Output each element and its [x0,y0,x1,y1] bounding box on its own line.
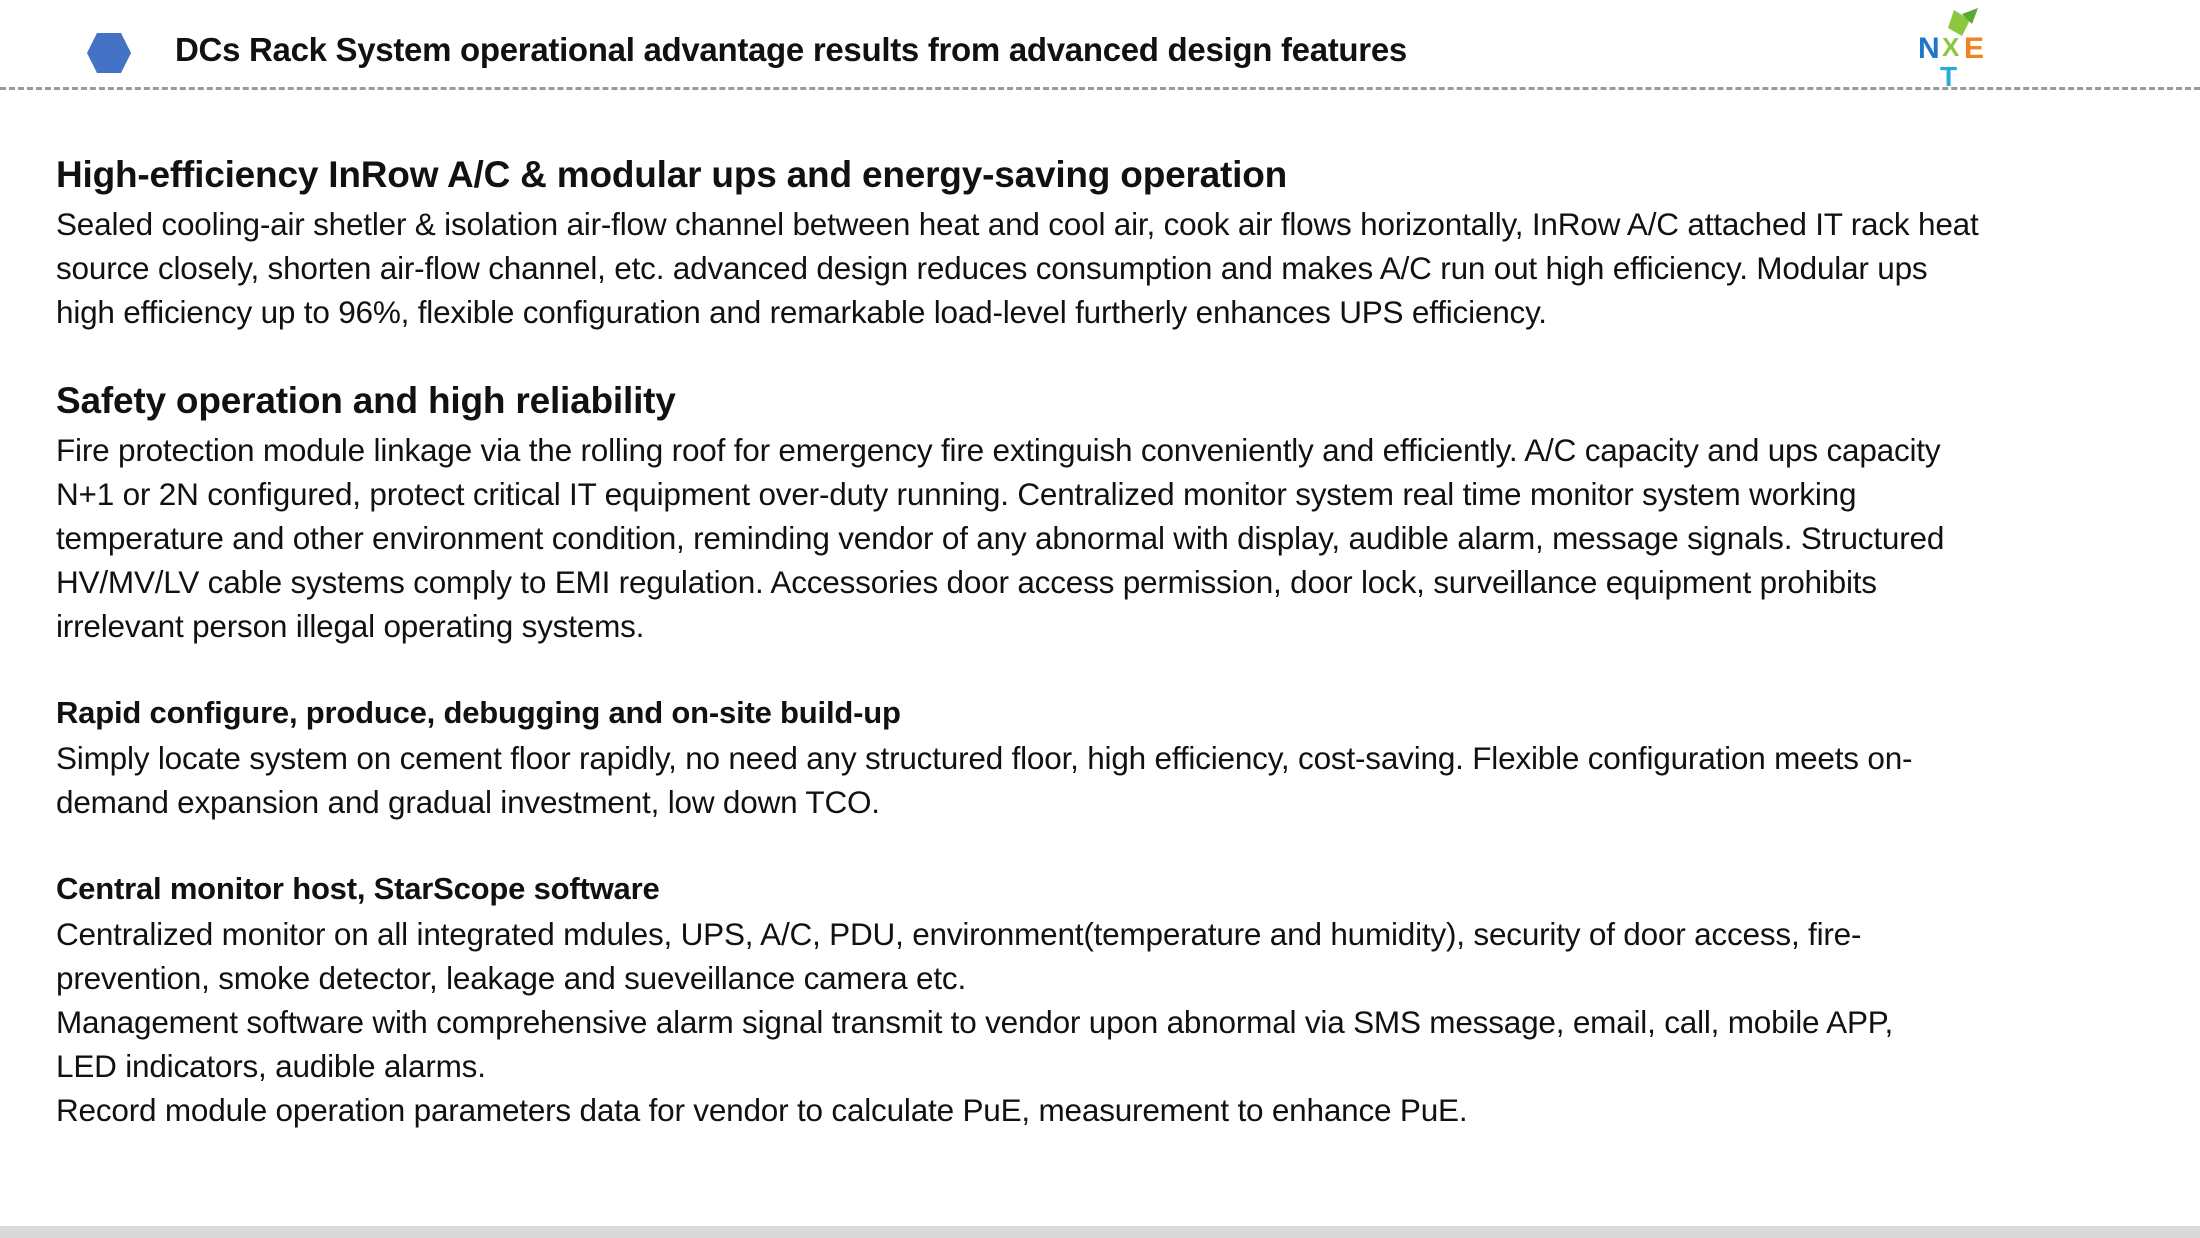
body-line: prevention, smoke detector, leakage and sueveillance camera etc. [56,960,966,996]
section-monitor [56,866,2156,1132]
slide-header [0,0,2200,92]
body-line: high efficiency up to 96%, flexible configuration and remarkable load-level furtherly enhances UPS efficiency. [56,294,1547,330]
section-heading: High-efficiency InRow A/C & modular ups and energy-saving operation [56,154,1288,195]
section-body [56,428,2156,648]
body-line: HV/MV/LV cable systems comply to EMI regulation. Accessories door access permission, door lock, surveillance equipment prohibits [56,564,1877,600]
body-line: demand expansion and gradual investment, low down TCO. [56,784,880,820]
body-line: source closely, shorten air-flow channel, etc. advanced design reduces consumption and makes A/C run out high efficiency. Modular ups [56,250,1928,286]
header-divider [0,87,2200,90]
body-line: Fire protection module linkage via the rolling roof for emergency fire extinguish conveniently and efficiently. A/C capacity and ups capacity [56,432,1941,468]
body-line: irrelevant person illegal operating systems. [56,608,645,644]
section-body [56,202,2156,334]
body-line: Simply locate system on cement floor rapidly, no need any structured floor, high efficiency, cost-saving. Flexible configuration meets on- [56,740,1913,776]
spacer [56,334,2156,374]
section-safety [56,374,2156,648]
body-line: Record module operation parameters data for vendor to calculate PuE, measurement to enhance PuE. [56,1092,1468,1128]
spacer [56,824,2156,866]
body-line: N+1 or 2N configured, protect critical IT equipment over-duty running. Centralized monitor system real time monitor system working [56,476,1857,512]
svg-text:E: E [1964,32,1985,65]
section-efficiency [56,148,2156,334]
svg-text:N: N [1918,32,1940,65]
section-rapid-build [56,690,2156,824]
company-logo [1904,6,1994,92]
footer-bar [0,1226,2200,1238]
body-line: Sealed cooling-air shetler & isolation air-flow channel between heat and cool air, cook air flows horizontally, InRow A/C attached IT rack heat [56,206,1979,242]
slide-content [56,148,2156,1132]
body-line: Centralized monitor on all integrated mdules, UPS, A/C, PDU, environment(temperature and humidity), security of door access, fire- [56,916,1862,952]
section-heading: Central monitor host, StarScope software [56,871,660,906]
svg-text:X: X [1942,32,1960,62]
svg-text:T: T [1940,61,1958,92]
spacer [56,648,2156,690]
body-line: Management software with comprehensive alarm signal transmit to vendor upon abnormal via SMS message, email, call, mobile APP, [56,1004,1894,1040]
section-heading: Rapid configure, produce, debugging and on-site build-up [56,695,901,730]
body-line: temperature and other environment condition, reminding vendor of any abnormal with display, audible alarm, message signals. Structured [56,520,1945,556]
section-body [56,912,2156,1132]
section-body [56,736,2156,824]
page-title: DCs Rack System operational advantage results from advanced design features [175,31,1407,68]
hexagon-icon [86,32,132,74]
section-heading: Safety operation and high reliability [56,380,676,421]
body-line: LED indicators, audible alarms. [56,1048,486,1084]
